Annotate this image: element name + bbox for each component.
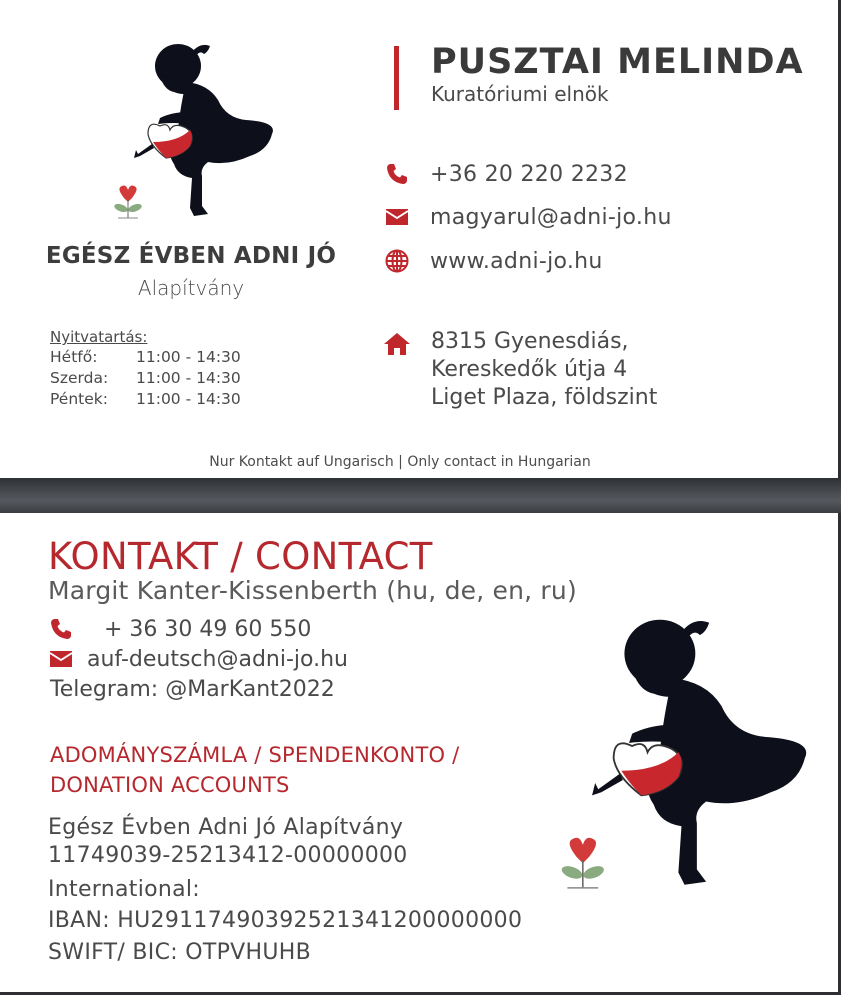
language-note: Nur Kontakt auf Ungarisch | Only contact in Hungarian xyxy=(209,454,591,470)
website-contact[interactable] xyxy=(384,248,603,274)
international-label: International: xyxy=(48,877,201,902)
address-line: Kereskedők útja 4 xyxy=(431,357,628,382)
accent-bar xyxy=(394,46,399,110)
email-contact[interactable] xyxy=(384,204,672,230)
phone-number: +36 20 220 2232 xyxy=(430,161,628,187)
opening-time: 11:00 - 14:30 xyxy=(136,369,241,387)
email-contact-back[interactable] xyxy=(48,646,348,672)
address-line: Liget Plaza, földszint xyxy=(431,385,658,410)
phone-contact-back[interactable] xyxy=(48,616,311,642)
donation-title-line: DONATION ACCOUNTS xyxy=(50,773,290,797)
address xyxy=(431,328,657,412)
opening-day: Péntek: xyxy=(50,390,108,408)
email-address: magyarul@adni-jo.hu xyxy=(430,204,672,230)
home-icon xyxy=(384,331,410,357)
telegram-handle: Telegram: @MarKant2022 xyxy=(50,677,335,702)
envelope-icon xyxy=(384,204,410,230)
opening-day: Szerda: xyxy=(50,369,109,387)
email-address: auf-deutsch@adni-jo.hu xyxy=(87,646,348,672)
organization-name: EGÉSZ ÉVBEN ADNI JÓ xyxy=(45,243,337,269)
contact-title: KONTAKT / CONTACT xyxy=(48,535,433,578)
account-number: 11749039-25213412-00000000 xyxy=(48,843,408,868)
opening-day: Hétfő: xyxy=(50,348,98,366)
person-title: Kuratóriumi elnök xyxy=(431,82,609,106)
girl-watering-heart-logo xyxy=(552,608,814,898)
account-name: Egész Évben Adni Jó Alapítvány xyxy=(48,815,404,840)
donation-title-line: ADOMÁNYSZÁMLA / SPENDENKONTO / xyxy=(50,743,460,767)
girl-watering-heart-logo xyxy=(108,38,278,223)
address-line: 8315 Gyenesdiás, xyxy=(431,329,629,354)
phone-icon xyxy=(384,161,410,187)
phone-icon xyxy=(48,616,74,642)
opening-time: 11:00 - 14:30 xyxy=(136,390,241,408)
opening-time: 11:00 - 14:30 xyxy=(136,348,241,366)
phone-number: + 36 30 49 60 550 xyxy=(104,616,312,642)
envelope-icon xyxy=(48,646,74,672)
organization-subtitle: Alapítvány xyxy=(137,276,245,300)
iban: IBAN: HU29117490392521341200000000 xyxy=(48,908,523,933)
person-name: PUSZTAI MELINDA xyxy=(431,42,804,82)
globe-icon xyxy=(384,248,410,274)
opening-hours-row xyxy=(50,348,241,366)
card-separator xyxy=(0,478,841,513)
contact-person: Margit Kanter-Kissenberth (hu, de, en, ru) xyxy=(48,576,577,605)
swift-bic: SWIFT/ BIC: OTPVHUHB xyxy=(48,940,312,965)
opening-hours-row xyxy=(50,369,241,387)
website-url: www.adni-jo.hu xyxy=(430,248,603,274)
opening-hours-row xyxy=(50,390,241,408)
phone-contact[interactable] xyxy=(384,161,628,187)
opening-hours-title: Nyitvatartás: xyxy=(50,328,148,346)
business-card-front xyxy=(0,0,841,478)
donation-title xyxy=(50,740,459,800)
